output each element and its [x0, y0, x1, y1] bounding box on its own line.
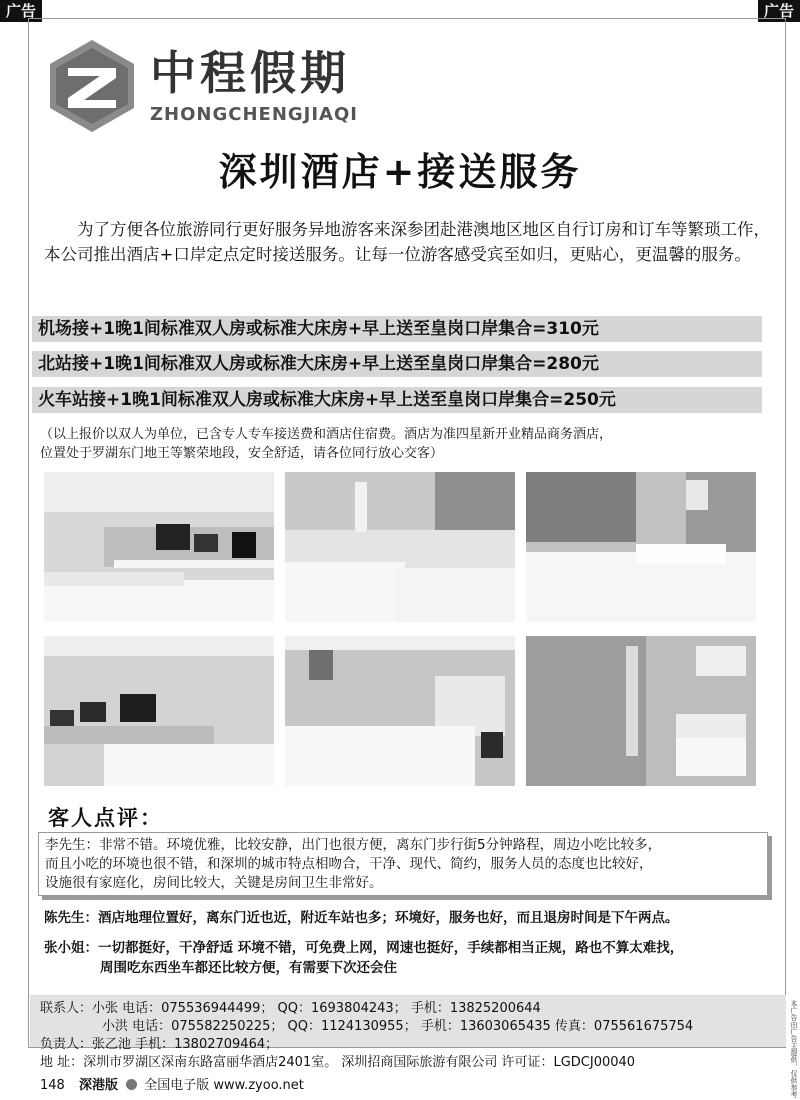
price-note-line: （以上报价以双人为单位，已含专人专车接送费和酒店住宿费。酒店为准四星新开业精品商务酒店， [40, 427, 613, 442]
review-box-li [38, 832, 768, 896]
contact-line: 联系人：小张 电话：075536944499； QQ：1693804243； 手机：13825200644 [40, 1001, 541, 1016]
side-disclaimer: 本广告由广告主提供，仅供参考 [790, 1000, 798, 1098]
brand-name-en: ZHONGCHENGJIAQI [150, 104, 358, 125]
offer-north-station: 北站接+1晚1间标准双人房或标准大床房+早上送至皇岗口岸集合=280元 [32, 351, 762, 377]
contact-line: 地 址：深圳市罗湖区深南东路富丽华酒店2401室。 深圳招商国际旅游有限公司 许可证：LGDCJ00040 [40, 1055, 636, 1070]
review-chen: 陈先生：酒店地理位置好，离东门近也近，附近车站也多；环境好，服务也好，而且退房时间是下午两点。 [44, 910, 679, 926]
page-footer [40, 1078, 304, 1094]
review-line: 设施很有家庭化，房间比较大，关键是房间卫生非常好。 [45, 875, 383, 891]
review-zhang [44, 938, 784, 978]
contact-line [40, 1018, 693, 1036]
page-number: 148 [40, 1078, 65, 1093]
intro-paragraph: 为了方便各位旅游同行更好服务异地游客来深参团赴港澳地区地区自行订房和订车等繁琐工作，本公司推出酒店+口岸定点定时接送服务。让每一位游客感受宾至如归，更贴心，更温馨的服务。 [44, 220, 770, 264]
review-zhang-line2: 周围吃东西坐车都还比较方便，有需要下次还会住 [100, 960, 397, 976]
room-photo-window [285, 636, 515, 786]
price-note [40, 425, 780, 463]
reviews-title: 客人点评： [48, 806, 163, 830]
site-url: 全国电子版 www.zyoo.net [144, 1078, 304, 1093]
headline: 深圳酒店+接送服务 [218, 150, 582, 194]
brand-name-cn: 中程假期 [150, 46, 350, 100]
offer-railway-station: 火车站接+1晚1间标准双人房或标准大床房+早上送至皇岗口岸集合=250元 [32, 387, 762, 413]
review-line: 而且小吃的环境也很不错，和深圳的城市特点相吻合，干净、现代、简约，服务人员的态度也比较好， [45, 856, 653, 872]
contact-line-text: 小洪 电话：075582250225； QQ：1124130955； 手机：13603065435 传真：075561675754 [102, 1019, 694, 1034]
review-line: 李先生：非常不错。环境优雅，比较安静，出门也很方便，离东门步行街5分钟路程，周边小吃比较多， [45, 837, 662, 853]
offer-airport: 机场接+1晚1间标准双人房或标准大床房+早上送至皇岗口岸集合=310元 [32, 316, 762, 342]
contact-info [40, 1000, 693, 1072]
contact-line: 负责人：张乙池 手机：13802709464； [40, 1037, 279, 1052]
ad-tag-left: 广告 [0, 0, 42, 22]
edition-label: 深港版 [78, 1078, 118, 1093]
review-zhang-line1: 张小姐：一切都挺好，干净舒适 环境不错，可免费上网，网速也挺好，手续都相当正规，路也不算太难找， [44, 940, 684, 956]
room-photo-desk [44, 472, 274, 622]
edition-dot-icon [126, 1079, 137, 1090]
price-note-line: 位置处于罗湖东门地王等繁荣地段，安全舒适，请各位同行放心交客） [40, 446, 444, 461]
room-photo-double-bed [526, 472, 756, 622]
room-photo-bathroom [526, 636, 756, 786]
room-photo-workstation [44, 636, 274, 786]
room-photo-twin-beds [285, 472, 515, 622]
ad-tag-right: 广告 [758, 0, 800, 22]
brand-logo-icon [44, 38, 140, 134]
